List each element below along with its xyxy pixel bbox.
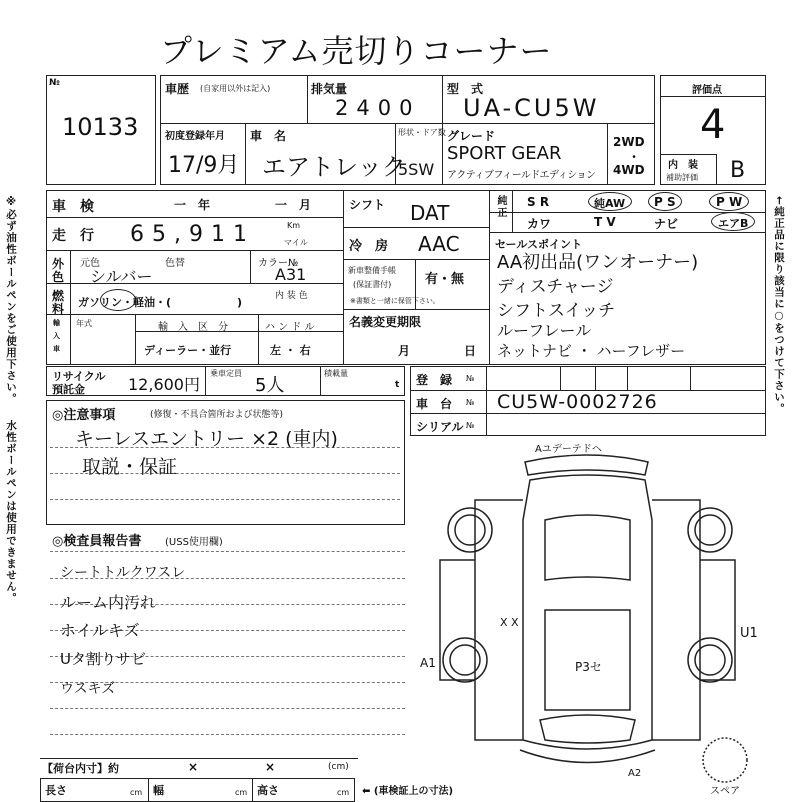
notes-heading: ◎注意事項 — [52, 408, 116, 423]
lot-no-label: № — [49, 78, 60, 88]
chassis-label: 車 台 — [416, 397, 453, 411]
sales-line-4: ルーフレール — [497, 321, 592, 340]
equip-aw: 純AW — [594, 197, 626, 210]
cargo-x1: × — [188, 760, 199, 774]
color-code-label: カラー№ — [258, 258, 299, 269]
inspector-line-5: ウスキズ — [60, 681, 116, 697]
car-name-label: 車 名 — [250, 129, 287, 143]
cargo-height-label: 高さ — [257, 784, 279, 797]
aircon-value: AAC — [418, 232, 460, 256]
regno-suffix: № — [466, 374, 475, 383]
meigi-day: 日 — [464, 344, 477, 358]
color-value: シルバー — [90, 267, 153, 286]
interior-label: 内 装 — [668, 160, 698, 171]
fuel-label-2: 料 — [52, 302, 65, 316]
recycle-value: 12,600円 — [128, 375, 200, 394]
cargo-length-label: 長さ — [45, 784, 67, 797]
grade-value: SPORT GEAR — [447, 143, 562, 164]
manual-value: 有・無 — [425, 272, 465, 287]
right-mirror-outline — [700, 560, 735, 680]
import-label-1: 輸 — [53, 319, 60, 327]
spare-tire — [703, 738, 747, 782]
grade-value-2: アクティブフィールドエディション — [447, 170, 596, 181]
shift-value: DAT — [410, 201, 450, 225]
serial-suffix: № — [466, 421, 475, 430]
spare-label: スペア — [710, 786, 740, 797]
import-section-label: 輸 入 区 分 — [158, 322, 228, 333]
notes-sub: (修復・不具合箇所および状態等) — [150, 410, 284, 420]
front-bumper-outline — [520, 750, 655, 763]
equip-pw-circle — [709, 192, 749, 211]
import-label-2: 入 — [53, 332, 60, 340]
handle-value: 左 ・ 右 — [270, 344, 311, 357]
car-body-outline — [523, 475, 652, 749]
notes-line-1: キーレスエントリー ×2 (車内) — [75, 428, 338, 450]
sales-line-1: AA初出品(ワンオーナー) — [497, 252, 699, 273]
sales-label: セールスポイント — [495, 238, 583, 251]
chassis-suffix: № — [466, 398, 475, 407]
cargo-width-label: 幅 — [153, 784, 164, 797]
shaken-month: 一 月 — [275, 198, 312, 212]
handle-label: ハ ン ド ル — [265, 322, 315, 333]
sales-line-2: ディスチャージ — [497, 277, 614, 297]
manual-note: ※書類と一緒に保管下さい。 — [350, 297, 440, 305]
equip-pw: P W — [716, 195, 743, 209]
history-label: 車歴 — [165, 82, 190, 96]
recycle-label-1: リサイクル — [52, 370, 106, 383]
interior-sub-label: 補助評価 — [666, 173, 698, 182]
history-note: (自家用以外は記入) — [200, 84, 271, 93]
drive-4wd: 4WD — [613, 163, 645, 177]
inspector-line-2: ルーム内汚れ — [60, 593, 157, 612]
recycle-label-2: 預託金 — [52, 383, 85, 396]
regno-label: 登 録 — [416, 373, 453, 387]
damage-mark-6: A2 — [628, 768, 642, 779]
import-section-value: ディーラー・並行 — [144, 344, 232, 357]
aircon-label: 冷 房 — [349, 239, 389, 254]
grade-label: グレード — [447, 129, 496, 143]
mileage-unit-mile: マイル — [284, 238, 308, 247]
drive-dot: ・ — [628, 150, 641, 164]
inspector-heading: ◎検査員報告書 — [52, 534, 142, 549]
mileage-value: 65,911 — [130, 222, 255, 247]
lot-number: 10133 — [62, 113, 139, 141]
notes-line-2: 取説・保証 — [82, 456, 178, 478]
manual-sub: (保証書付) — [353, 280, 392, 289]
rear-window-outline — [545, 515, 630, 580]
model-label: 型 式 — [447, 82, 484, 96]
cargo-length-cm: cm — [130, 788, 143, 797]
inspector-line-4: Uタ割りサビ — [60, 650, 146, 668]
interior-rating-value: B — [730, 158, 746, 183]
car-diagram — [420, 440, 765, 785]
first-reg-label: 初度登録年月 — [165, 131, 225, 142]
doors-value: 5SW — [398, 160, 435, 179]
import-year-label: 年式 — [76, 319, 92, 328]
cargo-height-cm: cm — [337, 788, 350, 797]
color-label-2: 色 — [52, 270, 65, 284]
shaken-year: 一 年 — [174, 198, 211, 212]
loadcap-label: 積載量 — [324, 369, 348, 378]
damage-mark-1: Aユデーテドヘ — [535, 444, 602, 455]
damage-mark-5: P3セ — [575, 660, 602, 674]
shift-label: シフト — [349, 198, 386, 212]
loadcap-unit: t — [395, 380, 400, 390]
side-note-oil-pen: ※必ず油性ボールペンをご使用下さい。 — [5, 196, 17, 405]
first-reg-value: 17/9月 — [168, 153, 240, 178]
mileage-label: 走 行 — [52, 228, 94, 244]
left-mirror-outline — [440, 560, 475, 680]
equip-leather: カワ — [527, 217, 552, 231]
side-note-water-pen: 水性ボールペンは使用できません。 — [5, 420, 17, 604]
cargo-label: 【荷台内寸】約 — [42, 762, 119, 775]
mileage-unit-km: Km — [287, 221, 301, 230]
inspector-line-3: ホイルキズ — [60, 621, 140, 640]
equip-tv: T V — [594, 215, 616, 229]
sales-line-3: シフトスイッチ — [497, 301, 616, 321]
equip-ps: P S — [654, 195, 676, 209]
equip-aw-circle — [588, 192, 632, 211]
import-label-3: 車 — [53, 345, 60, 353]
cargo-width-cm: cm — [235, 788, 248, 797]
capacity-value: 5人 — [255, 375, 285, 396]
color-label-1: 外 — [52, 257, 65, 271]
drive-2wd: 2WD — [613, 135, 645, 149]
color-orig-label: 元色 — [80, 258, 100, 269]
cargo-note-text: (車検証上の寸法) — [373, 786, 454, 797]
cargo-unit: (cm) — [328, 762, 349, 772]
cargo-note: ⬅ (車検証上の寸法) — [362, 786, 454, 797]
capacity-label: 乗車定員 — [210, 369, 242, 378]
fuel-label-1: 燃 — [52, 289, 65, 303]
shaken-label: 車 検 — [52, 199, 94, 215]
displacement-value: 2400 — [335, 96, 421, 120]
model-value: UA-CU5W — [463, 94, 600, 122]
equip-label: 純正 — [495, 195, 506, 219]
displacement-label: 排気量 — [311, 82, 348, 96]
front-window-outline — [540, 715, 635, 743]
doors-label: 形状・ドア数 — [398, 128, 446, 137]
right-side-outline — [652, 500, 700, 740]
fuel-options: ガソリン・軽油・( ) — [78, 296, 243, 309]
meigi-label: 名義変更期限 — [349, 315, 422, 329]
equip-airbag-circle — [711, 212, 755, 231]
chassis-value: CU5W-0002726 — [497, 391, 658, 413]
cargo-dims-box — [40, 778, 355, 802]
inspector-sub: (USS使用欄) — [165, 537, 223, 548]
color-change-label: 色替 — [165, 258, 185, 269]
rear-spoiler-outline — [525, 455, 648, 475]
color-code-value: A31 — [275, 265, 307, 284]
car-name-value: エアトレック — [262, 153, 406, 181]
manual-label: 新車整備手帳 — [348, 266, 396, 275]
sales-line-5: ネットナビ ・ ハーフレザー — [497, 342, 686, 360]
fuel-selected-circle — [100, 289, 136, 311]
side-note-genuine: ←純正品に限り該当に○をつけて下さい。 — [773, 196, 785, 415]
page-title: プレミアム売切りコーナー — [160, 32, 553, 70]
equip-airbag: エアB — [718, 217, 749, 230]
equip-navi: ナビ — [654, 217, 679, 231]
interior-color-label: 内 装 色 — [275, 291, 308, 301]
equip-sr: S R — [527, 195, 550, 209]
damage-mark-4: A1 — [420, 656, 436, 670]
meigi-month: 月 — [398, 344, 411, 358]
cargo-x2: × — [265, 760, 276, 774]
serial-label: シリアル — [416, 420, 464, 434]
rating-label: 評価点 — [692, 85, 722, 96]
equip-ps-circle — [648, 192, 682, 211]
damage-mark-2: X X — [500, 616, 519, 629]
damage-mark-3: U1 — [740, 626, 758, 641]
rating-value: 4 — [700, 102, 726, 148]
inspector-line-1: シートトルクワスレ — [60, 565, 186, 581]
